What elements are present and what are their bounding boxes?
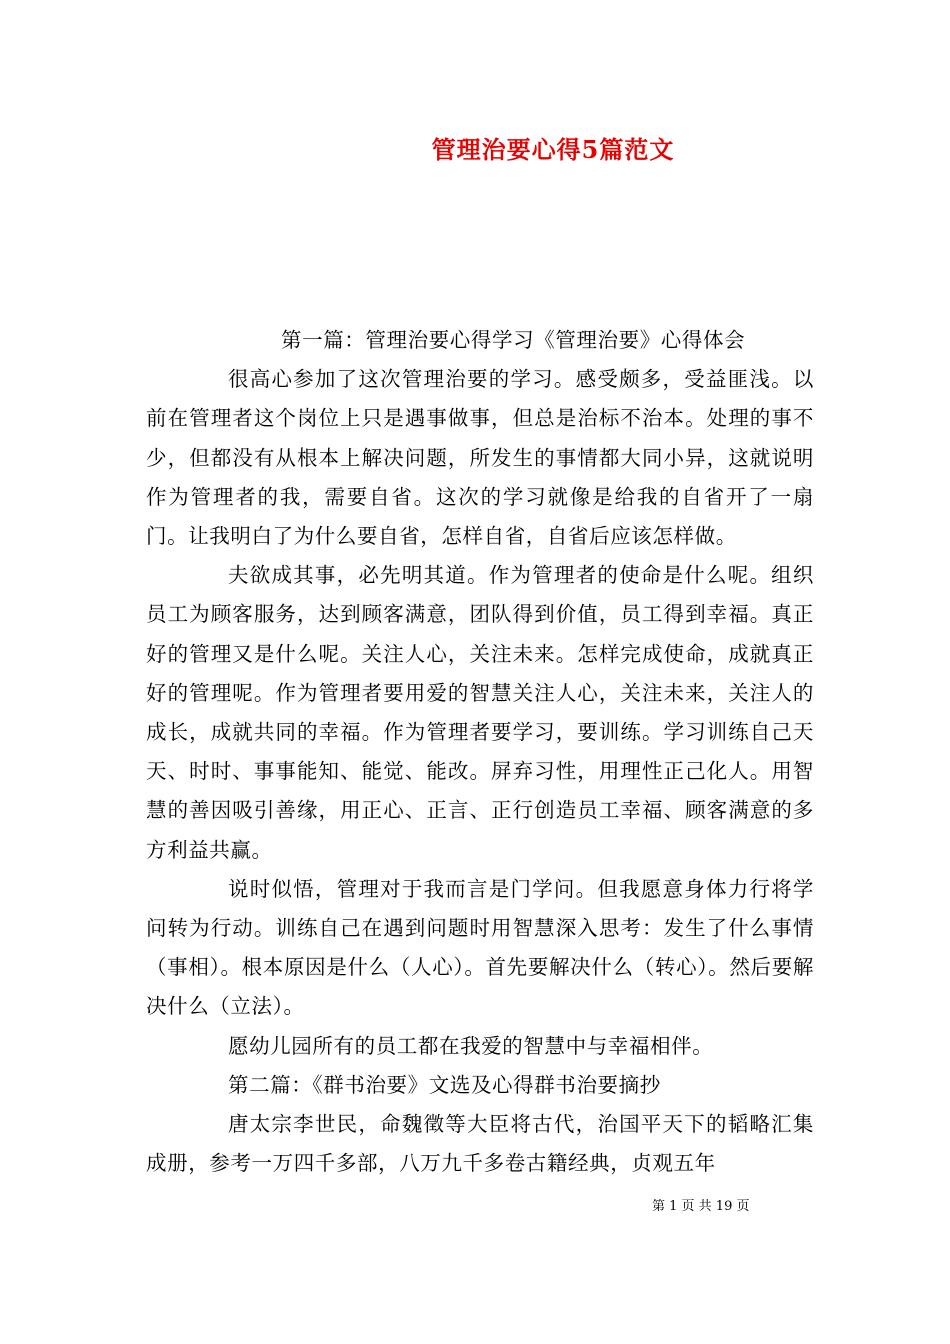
section-heading-1: 第一篇：管理治要心得学习《管理治要》心得体会 <box>281 328 746 352</box>
paragraph: 唐太宗李世民，命魏徵等大臣将古代，治国平天下的韬略汇集成册，参考一万四千多部，八万九千多卷古籍经典，贞观五年 <box>146 1112 814 1176</box>
paragraph: 夫欲成其事，必先明其道。作为管理者的使命是什么呢。组织员工为顾客服务，达到顾客满意，团队得到价值，员工得到幸福。真正好的管理又是什么呢。关注人心，关注未来。怎样完成使命，成就真正好的管理呢。作为管理者要用爱的智慧关注人心，关注未来，关注人的成长，成就共同的幸福。作为管理者要学习，要训练。学习训练自己天天、时时、事事能知、能觉、能改。屏弃习性，用理性正己化人。用智慧的善因吸引善缘，用正心、正言、正行创造员工幸福、顾客满意的多方利益共赢。 <box>146 563 814 862</box>
document-body <box>146 321 814 1183</box>
document-title: 管理治要心得5篇范文 <box>431 135 675 164</box>
paragraph: 很高心参加了这次管理治要的学习。感受颇多，受益匪浅。以前在管理者这个岗位上只是遇事做事，但总是治标不治本。处理的事不少，但都没有从根本上解决问题，所发生的事情都大同小异，这就说明作为管理者的我，需要自省。这次的学习就像是给我的自省开了一扇门。让我明白了为什么要自省，怎样自省，自省后应该怎样做。 <box>146 367 814 549</box>
section-heading-2: 第二篇：《群书治要》文选及心得群书治要摘抄 <box>228 1072 661 1097</box>
page-number: 第 1 页 共 19 页 <box>652 1199 750 1214</box>
paragraph: 愿幼儿园所有的员工都在我爱的智慧中与幸福相伴。 <box>228 1033 714 1058</box>
paragraph: 说时似悟，管理对于我而言是门学问。但我愿意身体力行将学问转为行动。训练自己在遇到问题时用智慧深入思考：发生了什么事情（事相）。根本原因是什么（人心）。首先要解决什么（转心）。然后要解决什么（立法）。 <box>146 876 814 1019</box>
